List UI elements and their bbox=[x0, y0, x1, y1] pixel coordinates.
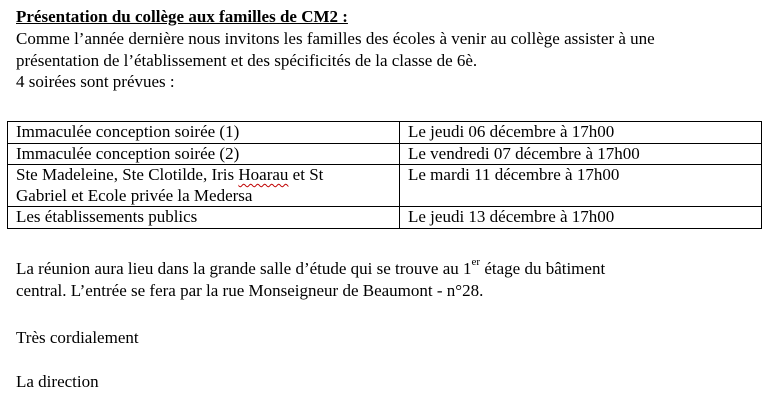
schedule-place bbox=[8, 165, 400, 207]
schedule-place-text: Ste Madeleine, Ste Clotilde, Iris bbox=[16, 165, 239, 184]
table-row bbox=[8, 165, 762, 207]
superscript-ordinal: er bbox=[471, 256, 481, 268]
meeting-text: La réunion aura lieu dans la grande salle d’étude qui se trouve au 1 bbox=[16, 259, 472, 278]
schedule-place: Immaculée conception soirée (2) bbox=[8, 143, 400, 165]
spellcheck-flagged-word: Hoarau bbox=[238, 165, 289, 184]
intro-line-1: Comme l’année dernière nous invitons les familles des écoles à venir au collège assister à une bbox=[16, 29, 655, 48]
meeting-text: étage du bâtiment bbox=[480, 259, 606, 278]
table-row bbox=[8, 207, 762, 229]
document-header bbox=[16, 6, 756, 93]
closing-line: Très cordialement bbox=[16, 328, 139, 347]
schedule-date: Le vendredi 07 décembre à 17h00 bbox=[400, 143, 762, 165]
signature-line: La direction bbox=[16, 372, 99, 391]
schedule-place: Immaculée conception soirée (1) bbox=[8, 122, 400, 144]
table-row bbox=[8, 122, 762, 144]
schedule-place-text: et St bbox=[288, 165, 324, 184]
meeting-paragraph bbox=[16, 258, 756, 302]
schedule-date: Le jeudi 06 décembre à 17h00 bbox=[400, 122, 762, 144]
meeting-line-2: central. L’entrée se fera par la rue Monseigneur de Beaumont - n°28. bbox=[16, 281, 484, 300]
schedule-date: Le jeudi 13 décembre à 17h00 bbox=[400, 207, 762, 229]
meeting-line-1 bbox=[16, 258, 756, 280]
schedule-place: Les établissements publics bbox=[8, 207, 400, 229]
intro-line-3: 4 soirées sont prévues : bbox=[16, 72, 175, 91]
intro-paragraph bbox=[16, 28, 756, 93]
table-row bbox=[8, 143, 762, 165]
document-title: Présentation du collège aux familles de CM2 : bbox=[16, 7, 348, 26]
schedule-place-text: Gabriel et Ecole privée la Medersa bbox=[16, 185, 253, 205]
schedule-date: Le mardi 11 décembre à 17h00 bbox=[400, 165, 762, 207]
schedule-table bbox=[7, 121, 762, 229]
intro-line-2: présentation de l’établissement et des spécificités de la classe de 6è. bbox=[16, 50, 478, 70]
